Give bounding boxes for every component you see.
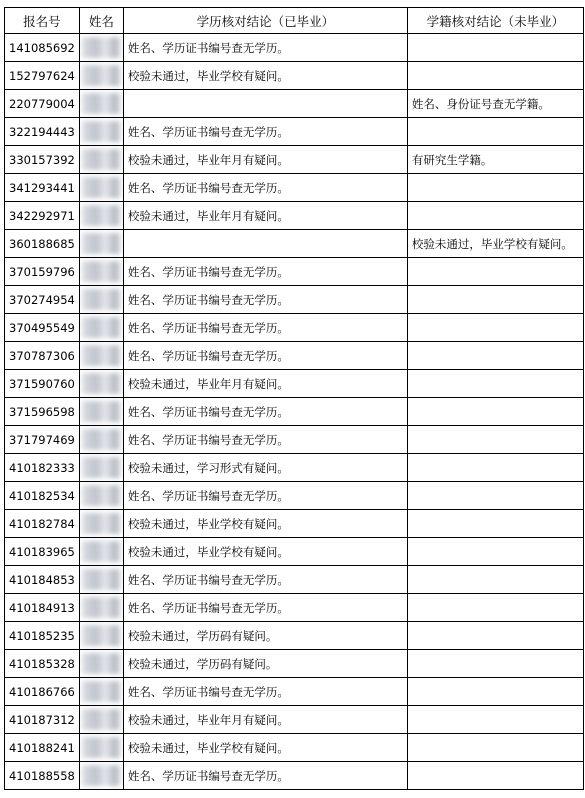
student-conclusion-cell	[407, 286, 583, 314]
student-conclusion-cell	[407, 62, 583, 90]
table-row	[5, 762, 584, 790]
redacted-name-blur	[82, 765, 121, 786]
name-cell	[79, 678, 123, 706]
name-cell	[79, 510, 123, 538]
redacted-name-blur	[82, 625, 121, 646]
table-row	[5, 342, 584, 370]
graduated-conclusion-cell: 校验未通过，毕业学校有疑问。	[123, 62, 407, 90]
student-conclusion-cell	[407, 566, 583, 594]
graduated-conclusion-cell: 校验未通过，毕业学校有疑问。	[123, 734, 407, 762]
name-cell	[79, 762, 123, 790]
redacted-name-blur	[82, 121, 121, 142]
table-row	[5, 622, 584, 650]
name-cell	[79, 538, 123, 566]
registration-number-cell: 370495549	[5, 314, 80, 342]
graduated-conclusion-cell	[123, 90, 407, 118]
redacted-name-blur	[82, 261, 121, 282]
table-row	[5, 174, 584, 202]
table-row	[5, 286, 584, 314]
student-conclusion-cell	[407, 174, 583, 202]
graduated-conclusion-cell: 姓名、学历证书编号查无学历。	[123, 174, 407, 202]
table-row	[5, 594, 584, 622]
registration-number-cell: 410188241	[5, 734, 80, 762]
name-cell	[79, 706, 123, 734]
name-cell	[79, 62, 123, 90]
student-conclusion-cell: 校验未通过，毕业学校有疑问。	[407, 230, 583, 258]
name-cell	[79, 426, 123, 454]
table-row	[5, 734, 584, 762]
registration-number-cell: 370274954	[5, 286, 80, 314]
redacted-name-blur	[82, 177, 121, 198]
table-row	[5, 398, 584, 426]
graduated-conclusion-cell: 姓名、学历证书编号查无学历。	[123, 398, 407, 426]
redacted-name-blur	[82, 373, 121, 394]
table-row	[5, 62, 584, 90]
graduated-conclusion-cell: 姓名、学历证书编号查无学历。	[123, 34, 407, 62]
table-row	[5, 90, 584, 118]
student-conclusion-cell	[407, 258, 583, 286]
name-cell	[79, 146, 123, 174]
graduated-conclusion-cell: 校验未通过，毕业年月有疑问。	[123, 202, 407, 230]
graduated-conclusion-cell: 姓名、学历证书编号查无学历。	[123, 258, 407, 286]
registration-number-cell: 410188558	[5, 762, 80, 790]
graduated-conclusion-cell: 校验未通过，毕业年月有疑问。	[123, 146, 407, 174]
registration-number-cell: 371590760	[5, 370, 80, 398]
name-cell	[79, 314, 123, 342]
name-cell	[79, 202, 123, 230]
student-conclusion-cell	[407, 678, 583, 706]
registration-number-cell: 220779004	[5, 90, 80, 118]
registration-number-cell: 410182333	[5, 454, 80, 482]
student-conclusion-cell	[407, 398, 583, 426]
registration-number-cell: 410185328	[5, 650, 80, 678]
registration-number-cell: 370159796	[5, 258, 80, 286]
name-cell	[79, 90, 123, 118]
graduated-conclusion-cell: 校验未通过，毕业年月有疑问。	[123, 370, 407, 398]
table-row	[5, 510, 584, 538]
graduated-conclusion-cell: 姓名、学历证书编号查无学历。	[123, 286, 407, 314]
redacted-name-blur	[82, 289, 121, 310]
table-row	[5, 146, 584, 174]
registration-number-cell: 141085692	[5, 34, 80, 62]
name-cell	[79, 734, 123, 762]
student-conclusion-cell: 姓名、身份证号查无学籍。	[407, 90, 583, 118]
name-cell	[79, 230, 123, 258]
name-cell	[79, 174, 123, 202]
student-conclusion-cell	[407, 202, 583, 230]
header-row	[5, 8, 584, 34]
name-cell	[79, 342, 123, 370]
redacted-name-blur	[82, 709, 121, 730]
table-row	[5, 230, 584, 258]
name-cell	[79, 258, 123, 286]
name-cell	[79, 622, 123, 650]
graduated-conclusion-cell: 姓名、学历证书编号查无学历。	[123, 594, 407, 622]
student-conclusion-cell	[407, 370, 583, 398]
redacted-name-blur	[82, 317, 121, 338]
graduated-conclusion-cell: 姓名、学历证书编号查无学历。	[123, 762, 407, 790]
table-row	[5, 454, 584, 482]
redacted-name-blur	[82, 457, 121, 478]
registration-number-cell: 342292971	[5, 202, 80, 230]
student-conclusion-cell	[407, 762, 583, 790]
registration-number-cell: 410184913	[5, 594, 80, 622]
redacted-name-blur	[82, 485, 121, 506]
redacted-name-blur	[82, 681, 121, 702]
name-cell	[79, 650, 123, 678]
name-cell	[79, 118, 123, 146]
student-conclusion-cell	[407, 510, 583, 538]
name-cell	[79, 398, 123, 426]
graduated-conclusion-cell: 校验未通过，毕业学校有疑问。	[123, 510, 407, 538]
redacted-name-blur	[82, 149, 121, 170]
student-conclusion-cell	[407, 482, 583, 510]
student-conclusion-cell	[407, 454, 583, 482]
registration-number-cell: 410185235	[5, 622, 80, 650]
redacted-name-blur	[82, 429, 121, 450]
redacted-name-blur	[82, 513, 121, 534]
table-row	[5, 314, 584, 342]
student-conclusion-cell	[407, 622, 583, 650]
name-cell	[79, 454, 123, 482]
table-body	[5, 34, 584, 790]
redacted-name-blur	[82, 737, 121, 758]
table-row	[5, 370, 584, 398]
student-conclusion-cell	[407, 118, 583, 146]
student-conclusion-cell	[407, 706, 583, 734]
name-cell	[79, 286, 123, 314]
table-row	[5, 678, 584, 706]
graduated-conclusion-cell: 校验未通过，学历码有疑问。	[123, 622, 407, 650]
registration-number-cell: 410187312	[5, 706, 80, 734]
student-conclusion-cell	[407, 314, 583, 342]
table-row	[5, 258, 584, 286]
registration-number-cell: 410182534	[5, 482, 80, 510]
name-cell	[79, 594, 123, 622]
header-name: 姓名	[79, 8, 123, 34]
redacted-name-blur	[82, 233, 121, 254]
student-conclusion-cell	[407, 594, 583, 622]
graduated-conclusion-cell: 姓名、学历证书编号查无学历。	[123, 342, 407, 370]
redacted-name-blur	[82, 597, 121, 618]
registration-number-cell: 410184853	[5, 566, 80, 594]
redacted-name-blur	[82, 401, 121, 422]
table-row	[5, 202, 584, 230]
table-row	[5, 706, 584, 734]
redacted-name-blur	[82, 653, 121, 674]
graduated-conclusion-cell: 校验未通过，学历码有疑问。	[123, 650, 407, 678]
registration-number-cell: 360188685	[5, 230, 80, 258]
table-row	[5, 482, 584, 510]
redacted-name-blur	[82, 345, 121, 366]
graduated-conclusion-cell: 姓名、学历证书编号查无学历。	[123, 426, 407, 454]
registration-number-cell: 370787306	[5, 342, 80, 370]
redacted-name-blur	[82, 205, 121, 226]
name-cell	[79, 34, 123, 62]
table-row	[5, 34, 584, 62]
registration-number-cell: 371596598	[5, 398, 80, 426]
redacted-name-blur	[82, 569, 121, 590]
graduated-conclusion-cell: 姓名、学历证书编号查无学历。	[123, 314, 407, 342]
registration-number-cell: 410182784	[5, 510, 80, 538]
header-registration-number: 报名号	[5, 8, 80, 34]
student-conclusion-cell: 有研究生学籍。	[407, 146, 583, 174]
student-conclusion-cell	[407, 538, 583, 566]
registration-number-cell: 341293441	[5, 174, 80, 202]
name-cell	[79, 370, 123, 398]
student-conclusion-cell	[407, 34, 583, 62]
registration-number-cell: 371797469	[5, 426, 80, 454]
verification-table	[4, 7, 584, 790]
table-row	[5, 538, 584, 566]
graduated-conclusion-cell: 校验未通过，毕业年月有疑问。	[123, 706, 407, 734]
registration-number-cell: 152797624	[5, 62, 80, 90]
name-cell	[79, 566, 123, 594]
graduated-conclusion-cell	[123, 230, 407, 258]
table-row	[5, 426, 584, 454]
redacted-name-blur	[82, 65, 121, 86]
table-row	[5, 650, 584, 678]
graduated-conclusion-cell: 校验未通过，学习形式有疑问。	[123, 454, 407, 482]
registration-number-cell: 330157392	[5, 146, 80, 174]
registration-number-cell: 410186766	[5, 678, 80, 706]
graduated-conclusion-cell: 姓名、学历证书编号查无学历。	[123, 566, 407, 594]
registration-number-cell: 322194443	[5, 118, 80, 146]
student-conclusion-cell	[407, 650, 583, 678]
header-student-conclusion: 学籍核对结论（未毕业）	[407, 8, 583, 34]
table-row	[5, 566, 584, 594]
redacted-name-blur	[82, 37, 121, 58]
student-conclusion-cell	[407, 342, 583, 370]
redacted-name-blur	[82, 93, 121, 114]
graduated-conclusion-cell: 姓名、学历证书编号查无学历。	[123, 118, 407, 146]
student-conclusion-cell	[407, 426, 583, 454]
redacted-name-blur	[82, 541, 121, 562]
header-graduated-conclusion: 学历核对结论（已毕业）	[123, 8, 407, 34]
graduated-conclusion-cell: 姓名、学历证书编号查无学历。	[123, 678, 407, 706]
table-row	[5, 118, 584, 146]
student-conclusion-cell	[407, 734, 583, 762]
graduated-conclusion-cell: 校验未通过，毕业学校有疑问。	[123, 538, 407, 566]
name-cell	[79, 482, 123, 510]
graduated-conclusion-cell: 姓名、学历证书编号查无学历。	[123, 482, 407, 510]
registration-number-cell: 410183965	[5, 538, 80, 566]
